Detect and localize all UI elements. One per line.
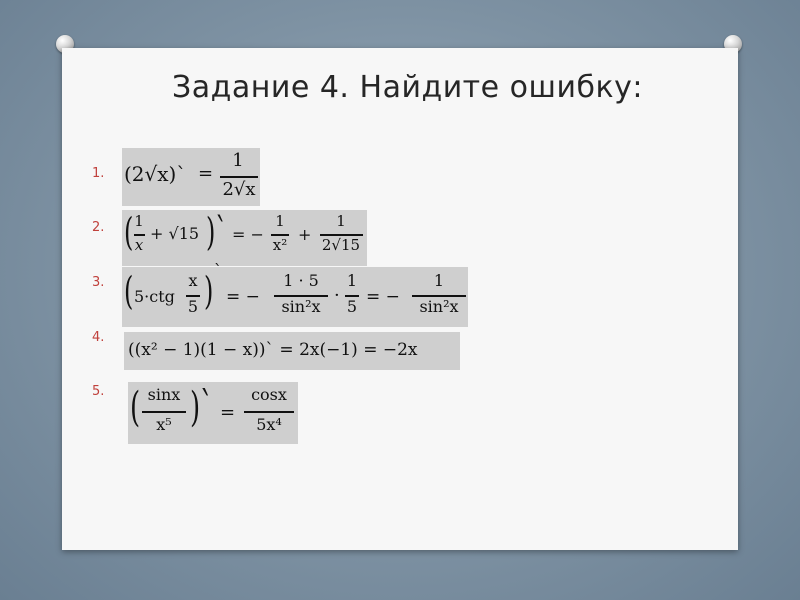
- formula-1-eq: =: [198, 163, 214, 184]
- formula-3-frac4-den: sin²x: [419, 297, 459, 316]
- formula-3-frac3-den: 5: [346, 297, 358, 316]
- formula-5-eq: =: [220, 402, 236, 423]
- formula-5-frac2-num: cosx: [251, 385, 287, 404]
- formula-3-paren-close: ): [204, 269, 214, 314]
- formula-5-frac2-bar: [244, 411, 294, 413]
- formula-3: [122, 261, 468, 327]
- formula-2: [122, 210, 367, 266]
- formula-2-plus: +: [298, 225, 312, 244]
- formula-3-paren-open: (: [124, 269, 134, 314]
- formula-2-paren-open: (: [124, 210, 134, 255]
- formula-3-prime: `: [214, 261, 222, 280]
- formula-5-frac1-num: sinx: [147, 385, 181, 404]
- formula-4-expr: ((x² − 1)(1 − x))` = 2x(−1) = −2x: [128, 340, 418, 360]
- formula-2-frac1-num: 1: [134, 212, 144, 230]
- formula-5-paren-close: )`: [190, 384, 214, 432]
- item-number-4: 4.: [92, 330, 105, 345]
- slide-title: Задание 4. Найдите ошибку:: [172, 70, 643, 105]
- item-number-2: 2.: [92, 220, 105, 235]
- item-number-3: 3.: [92, 275, 105, 290]
- formula-3-lead: 5·ctg: [134, 287, 175, 306]
- formula-5-frac1-bar: [142, 411, 186, 413]
- formula-3-frac1-den: 5: [187, 297, 199, 316]
- formula-2-eq-minus: = −: [232, 225, 264, 244]
- formula-3-eq-minus: = −: [226, 287, 260, 307]
- formula-2-frac2-den: x²: [272, 236, 288, 254]
- formula-3-eq-minus-2: = −: [366, 287, 400, 307]
- formula-1-rhs-den: 2√x: [222, 179, 256, 200]
- formula-2-frac3-den: 2√15: [321, 236, 361, 254]
- formula-3-frac3-num: 1: [346, 271, 358, 290]
- formula-1-lhs: (2√x)`: [124, 162, 187, 186]
- formula-3-frac1-num: x: [188, 271, 198, 290]
- formula-5-frac1-den: x⁵: [156, 415, 172, 434]
- formula-5-frac2-den: 5x⁴: [256, 415, 282, 434]
- formula-3-frac4-num: 1: [433, 271, 445, 290]
- formula-1: [122, 148, 260, 206]
- formula-2-plus-sqrt: + √15: [150, 224, 200, 243]
- formula-1-rhs-bar: [220, 176, 258, 178]
- formula-2-frac2-num: 1: [275, 212, 285, 230]
- item-number-1: 1.: [92, 166, 105, 181]
- item-number-5: 5.: [92, 384, 105, 399]
- formula-2-frac1-den: x: [134, 236, 144, 254]
- formula-2-frac3-num: 1: [336, 212, 346, 230]
- formula-5: [128, 382, 298, 444]
- formula-5-paren-open: (: [130, 384, 141, 432]
- formula-4: [124, 332, 460, 370]
- formula-3-frac2-den: sin²x: [281, 297, 321, 316]
- formula-2-paren-close: )`: [206, 210, 228, 255]
- formula-3-frac2-num: 1 · 5: [283, 271, 319, 290]
- formula-3-dot: ·: [334, 285, 340, 306]
- formula-1-rhs-num: 1: [232, 150, 244, 171]
